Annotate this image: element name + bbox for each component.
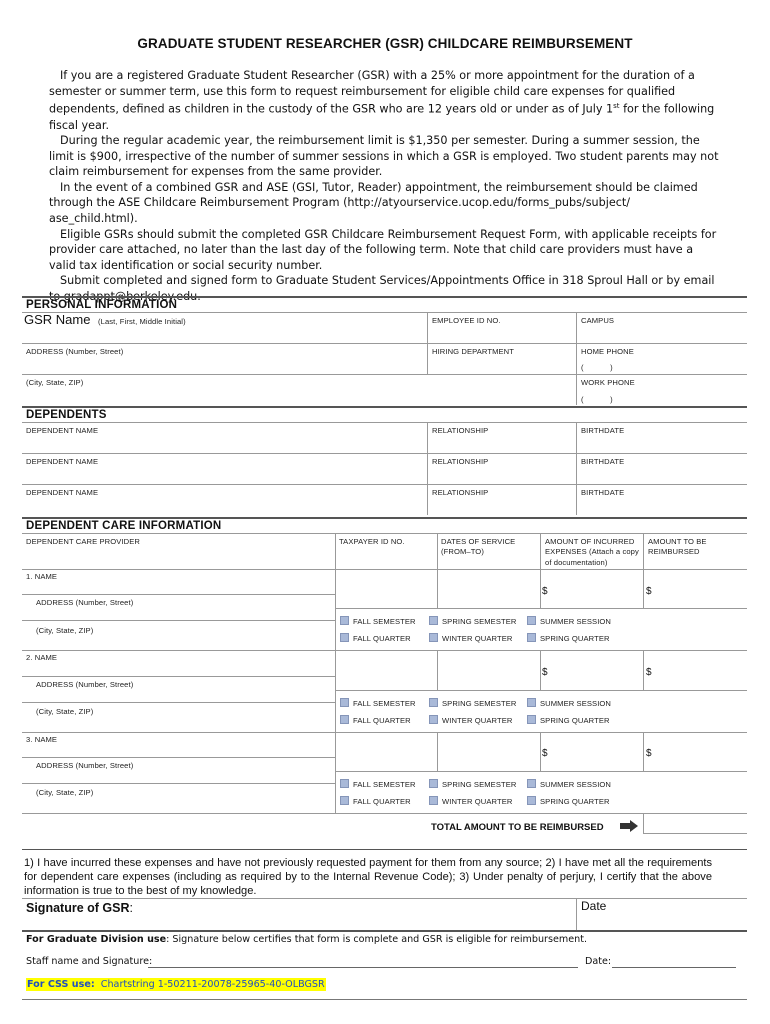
dollar-3a: $ xyxy=(542,748,548,759)
fall-quarter-label: FALL QUARTER xyxy=(353,797,411,806)
rule xyxy=(22,453,747,454)
work-phone-paren: ( ) xyxy=(581,395,613,404)
signature-label xyxy=(26,901,133,915)
rule xyxy=(22,312,747,313)
summer-session-label: SUMMER SESSION xyxy=(540,780,612,789)
fall-semester-label: FALL SEMESTER xyxy=(353,617,416,626)
css-use-label: For CSS use: xyxy=(27,979,95,990)
dependents-top-rule xyxy=(22,406,747,408)
cert-top-rule xyxy=(22,849,747,850)
col-divider xyxy=(643,732,644,771)
fall-quarter-label: FALL QUARTER xyxy=(353,716,411,725)
dependent-name-label-2: DEPENDENT NAME xyxy=(26,457,99,466)
col-divider xyxy=(437,650,438,690)
date-label: Date xyxy=(581,899,607,913)
hiring-dept-label: HIRING DEPARTMENT xyxy=(432,347,515,356)
col-dates-2: (FROM–TO) xyxy=(441,547,484,556)
fall-quarter-checkbox[interactable] xyxy=(340,715,349,724)
rule xyxy=(22,813,747,814)
col-divider xyxy=(540,732,541,771)
rule xyxy=(335,771,747,772)
certification-text: 1) I have incurred these expenses and have not previously requested payment for them from any source; 2) I have met all the requirements for dependent care expenses (including as required by to the Internal Revenue Code); 3) Under penalty of perjury, I certify that the above information is true to the best of my knowledge. xyxy=(24,857,712,897)
total-label: TOTAL AMOUNT TO BE REIMBURSED xyxy=(431,822,604,833)
intro-p5: Submit completed and signed form to Graduate Student Services/Appointments Office in 318 Sproul Hall or by email to gradappt@berkeley.edu. xyxy=(49,274,715,304)
provider-3-address: ADDRESS (Number, Street) xyxy=(36,761,134,770)
col-divider xyxy=(643,813,644,833)
personal-heading: PERSONAL INFORMATION xyxy=(26,299,178,311)
care-top-rule xyxy=(22,517,747,519)
winter-quarter-label: WINTER QUARTER xyxy=(442,716,513,725)
provider-3-name: 3. NAME xyxy=(26,735,58,744)
rule xyxy=(643,833,747,834)
intro-p2: During the regular academic year, the reimbursement limit is $1,350 per semester. During a summer session, the limit is $900, irrespective of the number of summer sessions in which a GSR is employed. Two student parents may not claim reimbursement for expenses from the same provider. xyxy=(49,134,719,179)
rule xyxy=(22,620,335,621)
home-phone-label: HOME PHONE xyxy=(581,347,634,356)
winter-quarter-checkbox[interactable] xyxy=(429,633,438,642)
spring-quarter-checkbox[interactable] xyxy=(527,633,536,642)
col-divider xyxy=(335,533,336,813)
summer-session-checkbox[interactable] xyxy=(527,779,536,788)
rule xyxy=(22,650,747,651)
staff-date-label: Date: xyxy=(585,956,612,967)
spring-quarter-checkbox[interactable] xyxy=(527,796,536,805)
fall-semester-label: FALL SEMESTER xyxy=(353,780,416,789)
dollar-1a: $ xyxy=(542,586,548,597)
col-divider xyxy=(437,533,438,569)
fall-quarter-checkbox[interactable] xyxy=(340,633,349,642)
care-heading: DEPENDENT CARE INFORMATION xyxy=(26,520,222,532)
spring-quarter-label: SPRING QUARTER xyxy=(540,634,610,643)
spring-quarter-checkbox[interactable] xyxy=(527,715,536,724)
staff-date-line[interactable] xyxy=(612,967,736,968)
fall-quarter-label: FALL QUARTER xyxy=(353,634,411,643)
intro-p4: Eligible GSRs should submit the completed GSR Childcare Reimbursement Request Form, with applicable receipts for provider care attached, no later than the last day of the following term. Note that child care providers must have a valid tax identification or social security number. xyxy=(49,227,717,272)
address-label: ADDRESS (Number, Street) xyxy=(26,347,124,356)
campus-label: CAMPUS xyxy=(581,316,615,325)
personal-top-rule xyxy=(22,296,747,298)
intro-p1: If you are a registered Graduate Student Researcher (GSR) with a 25% or more appointment for the duration of a semester or summer term, use this form to request reimbursement for eligible child care expenses for qualified dependents, defined as children in the custody of the GSR who are 12 years old or under as of July 1st for the following fiscal year. xyxy=(49,69,715,132)
provider-2-city: (City, State, ZIP) xyxy=(36,707,94,716)
work-phone-label: WORK PHONE xyxy=(581,378,635,387)
spring-semester-label: SPRING SEMESTER xyxy=(442,617,517,626)
rule xyxy=(22,484,747,485)
intro-text xyxy=(49,68,719,305)
col-amount-2: EXPENSES (Attach a copy xyxy=(545,547,639,556)
city-label: (City, State, ZIP) xyxy=(26,378,84,387)
employee-id-label: EMPLOYEE ID NO. xyxy=(432,316,501,325)
arrow-right-icon xyxy=(618,819,640,833)
col-divider xyxy=(437,732,438,771)
rule xyxy=(22,422,747,423)
col-reimb: AMOUNT TO BE xyxy=(648,537,707,546)
col-taxpayer: TAXPAYER ID NO. xyxy=(339,537,405,546)
dollar-2b: $ xyxy=(646,667,652,678)
intro-p3: In the event of a combined GSR and ASE (GSI, Tutor, Reader) appointment, the reimbursement should be claimed through the ASE Childcare Reimbursement Program (http://atyourservice.ucop.edu/forms_pubs/subject/ ase_child.html). xyxy=(49,180,698,226)
rule xyxy=(22,533,747,534)
provider-1-name: 1. NAME xyxy=(26,572,58,581)
css-use xyxy=(26,978,326,991)
dollar-3b: $ xyxy=(646,748,652,759)
col-divider xyxy=(427,422,428,515)
rule xyxy=(22,898,747,899)
grad-division-bold: For Graduate Division use xyxy=(26,934,167,945)
col-divider xyxy=(576,422,577,515)
dependents-heading: DEPENDENTS xyxy=(26,409,107,421)
col-reimb-2: REIMBURSED xyxy=(648,547,700,556)
form-title: GRADUATE STUDENT RESEARCHER (GSR) CHILDCARE REIMBURSEMENT xyxy=(137,36,633,51)
chartstring-value: Chartstring 1-50211-20078-25965-40-OLBGSR xyxy=(100,979,325,990)
col-divider xyxy=(427,312,428,374)
dependent-name-label-3: DEPENDENT NAME xyxy=(26,488,99,497)
home-phone-paren: ( ) xyxy=(581,363,613,372)
rule xyxy=(335,608,747,609)
relationship-label-2: RELATIONSHIP xyxy=(432,457,489,466)
rule xyxy=(22,676,335,677)
col-divider xyxy=(437,569,438,608)
signature-label-text: Signature of GSR xyxy=(26,901,130,915)
provider-1-city: (City, State, ZIP) xyxy=(36,626,94,635)
dependent-name-label-1: DEPENDENT NAME xyxy=(26,426,99,435)
col-divider xyxy=(643,533,644,608)
spring-semester-checkbox[interactable] xyxy=(429,698,438,707)
signature-colon: : xyxy=(129,901,133,915)
rule xyxy=(22,343,747,344)
spring-semester-label: SPRING SEMESTER xyxy=(442,699,517,708)
provider-1-address: ADDRESS (Number, Street) xyxy=(36,598,134,607)
gsr-name-hint: (Last, First, Middle Initial) xyxy=(98,317,186,326)
fall-semester-checkbox[interactable] xyxy=(340,698,349,707)
spring-semester-checkbox[interactable] xyxy=(429,779,438,788)
grad-division-use xyxy=(26,934,587,945)
col-divider xyxy=(540,650,541,690)
summer-session-checkbox[interactable] xyxy=(527,616,536,625)
dollar-1b: $ xyxy=(646,586,652,597)
spring-semester-label: SPRING SEMESTER xyxy=(442,780,517,789)
staff-label: Staff name and Signature: xyxy=(26,956,153,967)
summer-session-label: SUMMER SESSION xyxy=(540,617,612,626)
winter-quarter-checkbox[interactable] xyxy=(429,715,438,724)
dollar-2a: $ xyxy=(542,667,548,678)
rule xyxy=(22,930,747,932)
rule xyxy=(22,783,335,784)
rule xyxy=(22,594,335,595)
winter-quarter-checkbox[interactable] xyxy=(429,796,438,805)
rule xyxy=(22,999,747,1000)
rule xyxy=(22,374,747,375)
col-divider xyxy=(540,533,541,608)
spring-quarter-label: SPRING QUARTER xyxy=(540,716,610,725)
rule xyxy=(335,690,747,691)
staff-signature-line[interactable] xyxy=(148,967,578,968)
summer-session-checkbox[interactable] xyxy=(527,698,536,707)
rule xyxy=(22,732,747,733)
col-divider xyxy=(576,898,577,930)
winter-quarter-label: WINTER QUARTER xyxy=(442,634,513,643)
rule xyxy=(22,702,335,703)
col-divider xyxy=(576,312,577,405)
provider-2-name: 2. NAME xyxy=(26,653,58,662)
rule xyxy=(22,569,747,570)
gsr-name-label: GSR Name xyxy=(24,312,91,327)
grad-division-text: : Signature below certifies that form is complete and GSR is eligible for reimbursement. xyxy=(166,934,588,945)
fall-semester-checkbox[interactable] xyxy=(340,616,349,625)
birthdate-label-3: BIRTHDATE xyxy=(581,488,625,497)
col-amount-3: of documentation) xyxy=(545,558,608,567)
birthdate-label-2: BIRTHDATE xyxy=(581,457,625,466)
fall-semester-label: FALL SEMESTER xyxy=(353,699,416,708)
provider-2-address: ADDRESS (Number, Street) xyxy=(36,680,134,689)
relationship-label-1: RELATIONSHIP xyxy=(432,426,489,435)
col-divider xyxy=(643,650,644,690)
col-provider: DEPENDENT CARE PROVIDER xyxy=(26,537,140,546)
provider-3-city: (City, State, ZIP) xyxy=(36,788,94,797)
spring-semester-checkbox[interactable] xyxy=(429,616,438,625)
fall-semester-checkbox[interactable] xyxy=(340,779,349,788)
rule xyxy=(22,757,335,758)
fall-quarter-checkbox[interactable] xyxy=(340,796,349,805)
summer-session-label: SUMMER SESSION xyxy=(540,699,612,708)
birthdate-label-1: BIRTHDATE xyxy=(581,426,625,435)
winter-quarter-label: WINTER QUARTER xyxy=(442,797,513,806)
relationship-label-3: RELATIONSHIP xyxy=(432,488,489,497)
spring-quarter-label: SPRING QUARTER xyxy=(540,797,610,806)
col-dates: DATES OF SERVICE xyxy=(441,537,516,546)
col-amount: AMOUNT OF INCURRED xyxy=(545,537,635,546)
